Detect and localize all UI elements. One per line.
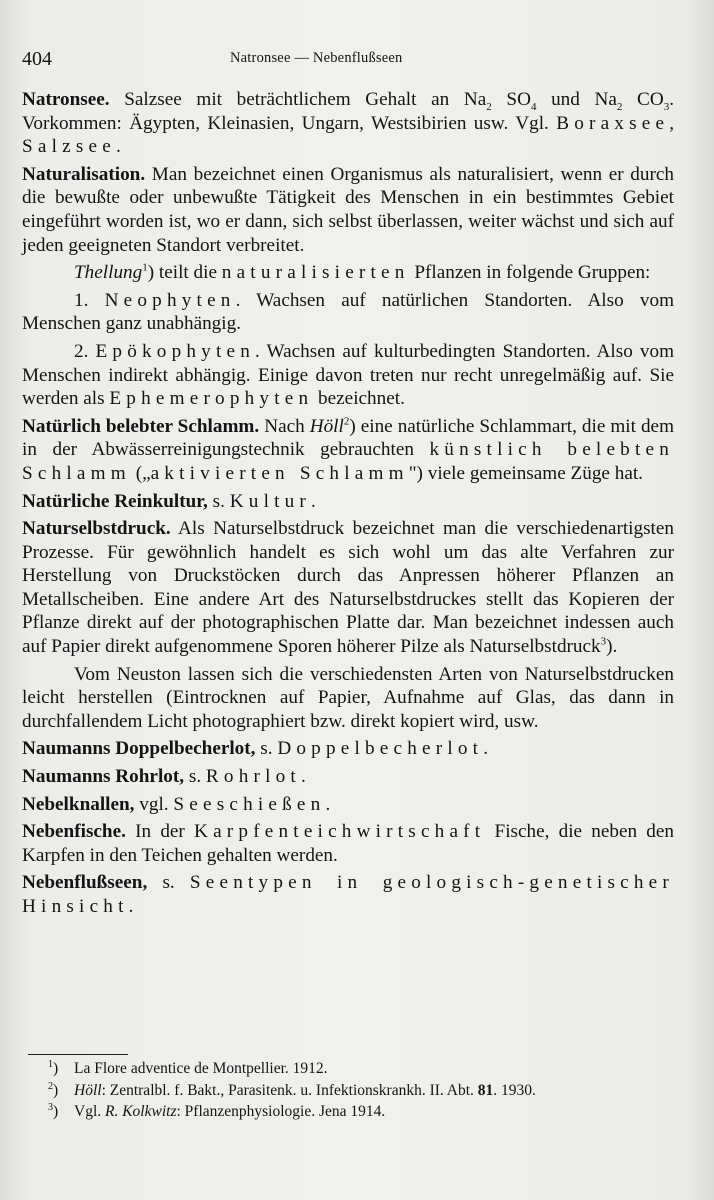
entry-text: ) eine natürliche Schlammart, die mit dem in der Abwässerreinigungstechnik gebrauchten [22, 415, 674, 461]
entry-text: ") viele gemeinsame Züge hat. [408, 462, 643, 484]
subscript: 2 [616, 100, 623, 113]
cross-reference: Rohrlot [205, 766, 301, 788]
entry-nebelknallen [22, 793, 674, 817]
headword: Naumanns Rohrlot, [22, 766, 185, 788]
footnote [48, 1058, 688, 1080]
list-number: 1. [74, 289, 105, 311]
entry-text: . Wachsen auf natürlichen Standorten. Also vom Menschen ganz unabhängig. [22, 289, 675, 335]
entry-text: Vom Neuston lassen sich die verschiedensten Arten von Naturselbstdrucken leicht herstellen (Eintrocknen auf Papier, Aufnahme auf Glas, das dann in durchfallendem Licht photographiert bzw. direkt kopiert wird, usw. [22, 663, 674, 732]
entry-text: . [115, 136, 121, 158]
footnote-marker: 3 [48, 1101, 53, 1113]
entry-naturalisation [22, 163, 674, 257]
author-name: Höll [74, 1081, 102, 1099]
entry-naumanns-rohrlot [22, 765, 674, 789]
footnote-text: : Pflanzenphysiologie. Jena 1914. [176, 1103, 386, 1120]
entry-text: . [483, 738, 488, 760]
headword: Naumanns Doppelbecherlot, [22, 738, 256, 760]
subscript: 3 [663, 100, 670, 113]
footnote-text: Vgl. [74, 1103, 105, 1120]
subscript: 2 [486, 100, 492, 113]
spaced-term: naturalisierten [221, 262, 410, 284]
entry-natuerliche-reinkultur [22, 490, 674, 514]
author-name: Thellung [74, 262, 143, 284]
spaced-term: Ephemerophyten [109, 388, 314, 410]
cross-reference: Seeschießen [173, 793, 326, 815]
entry-text: und Na [536, 89, 617, 110]
footnote-marker: 1 [142, 261, 148, 274]
entry-text: Fische, die neben den Karpfen in den Teichen gehalten werden. [22, 821, 674, 866]
footnote-marker: 2 [343, 415, 350, 428]
footnotes [48, 1058, 688, 1123]
headword: Natronsee. [22, 89, 110, 110]
entry-text: s. [255, 738, 278, 760]
list-number: 2. [74, 340, 96, 362]
cross-reference: Karpfenteichwirtschaft [194, 821, 486, 843]
entry-naumanns-doppelbecherlot [22, 737, 674, 761]
cross-reference: Seentypen in geologisch-genetischer Hinsicht [22, 872, 674, 917]
entry-text: ). [606, 636, 618, 658]
headword: Nebelknallen, [22, 793, 135, 815]
entry-text: s. [184, 766, 206, 788]
footnote-text: La Flore adventice de Montpellier. 1912. [74, 1060, 328, 1077]
cross-reference: Kultur [229, 490, 312, 512]
cross-reference: Salzsee [22, 136, 116, 158]
list-item-neophyten [22, 289, 674, 336]
headword: Nebenflußseen, [22, 872, 148, 894]
footnote-marker: 2 [48, 1080, 53, 1092]
entry-text: Als Naturselbstdruck bezeichnet man die verschiedenartigsten Prozesse. Für gewöhnlich handelt es sich wohl um das alte Verfahren zur Herstellung von Druckstöcken durch das Anpressen höherer Pflanzen an Metallscheiben. Eine andere Art des Naturselbstdruckes stellt das Kopieren der Pflanze direkt auf der photographischen Platte dar. Man bezeichnet indessen auch auf Papier direkt aufgenommene Sporen höherer Pilze als Naturselbstdruck [22, 518, 674, 658]
cross-reference: Boraxsee [556, 112, 670, 134]
entry-text: bezeichnet. [313, 388, 405, 410]
entry-text: . Wachsen auf kulturbedingten Standorten. Also vom Menschen indirekt abhängig. Einige davon treten nur recht unregelmäßig auf. Sie werden als [22, 340, 675, 410]
entry-text: Nach [259, 415, 310, 437]
author-name: Höll [309, 415, 344, 437]
subscript: 4 [530, 100, 537, 113]
spaced-term: künstlich belebten Schlamm [22, 439, 674, 484]
volume-number: 81 [477, 1081, 494, 1099]
entry-natronsee [22, 88, 674, 159]
entry-text: s. [147, 872, 190, 894]
footnote-divider [28, 1054, 128, 1055]
spaced-term: aktivierten Schlamm [150, 462, 409, 484]
footnote-number: $^1$) [48, 1058, 59, 1077]
list-item-epoekophyten [22, 340, 674, 411]
footnote-text: : Zentralbl. f. Bakt., Parasitenk. u. Infektionskrankh. II. Abt. [101, 1081, 478, 1099]
entry-text: . [128, 896, 134, 917]
page-header [22, 48, 684, 74]
footnote-text: . 1930. [493, 1081, 536, 1099]
entry-text: CO [622, 89, 664, 110]
paragraph-thellung [22, 261, 674, 285]
entry-text: ) teilt die [147, 262, 222, 284]
entry-text: vgl. [134, 793, 174, 815]
cross-reference: Doppelbecherlot [277, 738, 484, 760]
entry-text: („ [130, 462, 151, 484]
footnote-marker: 3 [600, 635, 607, 648]
entry-text: . Vorkommen: Ägypten, Kleinasien, Ungarn, Westsibirien usw. Vgl. [22, 89, 675, 134]
entry-text: Salzsee mit beträchtlichem Gehalt an Na [109, 89, 487, 110]
author-name: R. Kolkwitz [105, 1103, 177, 1120]
spaced-term: Epökophyten [95, 340, 256, 362]
footnote-marker: 1 [48, 1058, 53, 1070]
entry-text: . [325, 793, 331, 815]
entry-naturselbstdruck [22, 517, 674, 659]
entry-text: In der [125, 821, 195, 843]
headword: Naturselbstdruck. [22, 518, 171, 540]
entry-text: . [300, 766, 306, 788]
entry-text: SO [491, 89, 531, 110]
page-number: 404 [22, 48, 52, 70]
entry-text: . [311, 490, 316, 512]
entry-nebenfische [22, 820, 674, 867]
headword: Natürliche Reinkultur, [22, 490, 208, 512]
running-head: Natronsee — Nebenflußseen [230, 50, 403, 66]
headword: Naturalisation. [22, 163, 146, 185]
entry-nebenflussseen [22, 871, 674, 918]
dictionary-body [22, 88, 674, 923]
headword: Natürlich belebter Schlamm. [22, 415, 260, 437]
footnote [48, 1101, 688, 1123]
entry-text: , [669, 112, 674, 134]
footnote-number: $^3$) [48, 1101, 59, 1120]
entry-natuerlich-belebter-schlamm [22, 415, 674, 486]
entry-text: Man bezeichnet einen Organismus als naturalisiert, wenn er durch die bewußte oder unbewußte Tätigkeit des Menschen in ein bestimmtes Gebiet eingeführt worden ist, wo er dann, sich selbst überlassen, weiter wächst und sich auf jeden geeigneten Standort verbreitet. [22, 163, 674, 256]
headword: Nebenfische. [22, 821, 126, 843]
footnote-number: $^2$) [48, 1080, 59, 1099]
entry-text: s. [207, 490, 230, 512]
paragraph-neuston [22, 663, 674, 734]
entry-text: Pflanzen in folgende Gruppen: [409, 262, 651, 284]
footnote [48, 1080, 688, 1102]
spaced-term: Neophyten [104, 289, 236, 311]
